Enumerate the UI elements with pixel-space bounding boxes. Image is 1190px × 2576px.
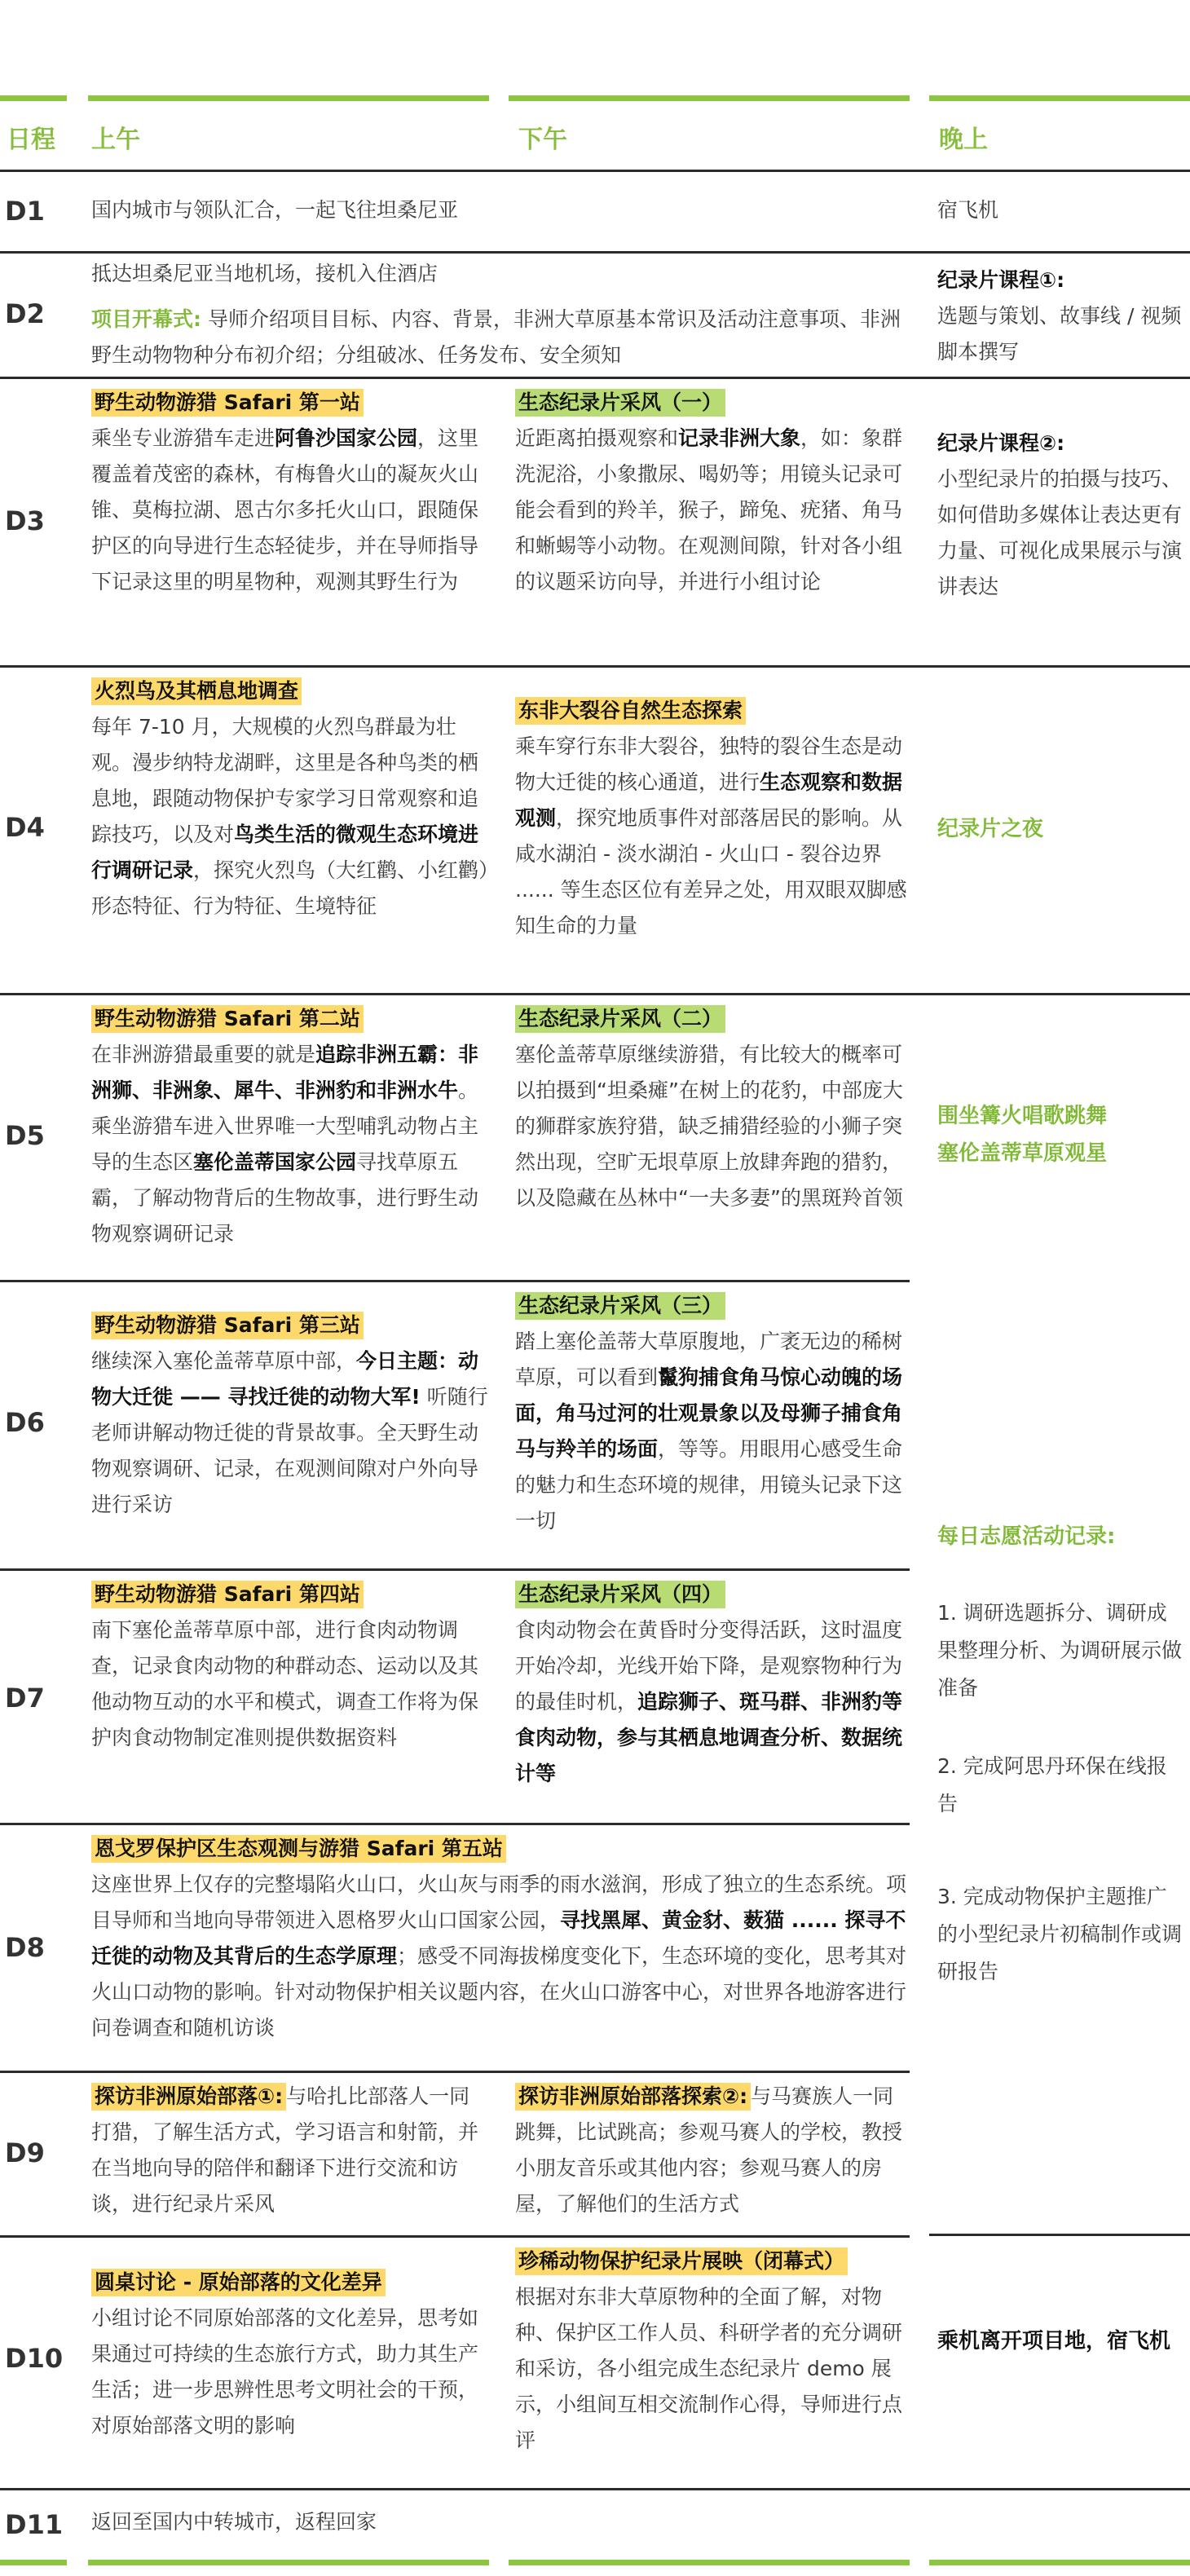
row-divider [0,665,1190,668]
d3-morning-text-b: ，这里覆盖着茂密的森林，有梅鲁火山的凝灰火山锥、莫梅拉湖、恩古尔多托火山口，跟随保护区的向导进行生态轻徒步，并在导师指导下记录这里的明星物种，观测其野生行为 [91,426,479,593]
d2-evening-title: 纪录片课程①: [937,268,1065,292]
d6-morning-title: 野生动物游猎 Safari 第三站 [91,1312,364,1339]
d6-morning-text-b: 听随行老师讲解动物迁徙的背景故事。全天野生动物观察调研、记录，在观测间隙对户外向导进行采访 [91,1385,488,1516]
row-divider [0,2235,910,2238]
d3-evening-text: 小型纪录片的拍摄与技巧、如何借助多媒体让表达更有力量、可视化成果展示与演讲表达 [937,467,1183,598]
d4-afternoon-text-a: 乘车穿行东非大裂谷，独特的裂谷生态是动物大迁徙的核心通道，进行 [515,734,903,794]
row-divider [0,993,1190,995]
d5-morning-text-c: 寻找草原五霸，了解动物背后的生物故事，进行野生动物观察调研记录 [91,1150,479,1246]
d5-evening-line2: 塞伦盖蒂草原观星 [937,1141,1108,1166]
d7-afternoon [515,1577,910,1792]
d4-morning-title: 火烈鸟及其栖息地调查 [91,677,302,705]
d3-morning-title: 野生动物游猎 Safari 第一站 [91,389,364,417]
footer-bar-afternoon [509,2560,910,2565]
day-label-d11: D11 [5,2509,64,2540]
d9-afternoon-title: 探访非洲原始部落探索②: [515,2083,751,2111]
d4-morning [91,673,489,924]
d3-afternoon-text-b: ，如：象群洗泥浴，小象撒尿、喝奶等；用镜头记录可能会看到的羚羊，猴子，蹄兔、疣猪、角马和蜥蜴等小动物。在观测间隙，针对各小组的议题采访向导，并进行小组讨论 [515,426,903,593]
header-day: 日程 [7,126,55,154]
d9-afternoon [515,2079,910,2222]
volunteer-item-1: 1. 调研选题拆分、调研成果整理分析、为调研展示做准备 [937,1601,1183,1700]
d7-afternoon-title: 生态纪录片采风（四） [515,1581,725,1608]
d7-afternoon-text-a: 食肉动物会在黄昏时分变得活跃，这时温度开始冷却，光线开始下降，是观察物种行为的最佳时机， [515,1618,903,1714]
volunteer-title: 每日志愿活动记录: [937,1524,1116,1549]
d9-morning [91,2079,489,2222]
row-divider [0,2488,1190,2490]
d7-morning-title: 野生动物游猎 Safari 第四站 [91,1581,364,1608]
d4-evening: 纪录片之夜 [937,817,1044,841]
d4-morning-text-b: ，探究火烈鸟（大红鹳、小红鹳）形态特征、行为特征、生境特征 [91,858,489,918]
d10-morning [91,2265,489,2444]
footer-bar-evening [929,2560,1190,2565]
d3-morning [91,385,489,600]
d10-afternoon [515,2243,910,2459]
footer-bar-day [0,2560,67,2565]
d5-morning-text-a: 在非洲游猎最重要的就是 [91,1043,316,1066]
d4-afternoon-text-b: ，探究地质事件对部落居民的影响。从咸水湖泊 - 淡水湖泊 - 火山口 - 裂谷边界 ...... 等生态区位有差异之处，用双眼双脚感知生命的力量 [515,806,907,937]
d2-kickoff [91,302,906,373]
d1-evening: 宿飞机 [937,198,999,222]
day-label-d10: D10 [5,2343,64,2374]
d7-morning-text: 南下塞伦盖蒂草原中部，进行食肉动物调查，记录食肉动物的种群动态、运动以及其他动物互动的水平和模式，调查工作将为保护肉食动物制定准则提供数据资料 [91,1618,479,1749]
header-bar-afternoon [509,95,910,101]
row-divider [0,1823,910,1825]
d8-title: 恩戈罗保护区生态观测与游猎 Safari 第五站 [91,1835,506,1863]
day-label-d9: D9 [5,2137,45,2168]
d3-afternoon-title: 生态纪录片采风（一） [515,389,725,417]
d10-afternoon-title: 珍稀动物保护纪录片展映（闭幕式） [515,2247,848,2275]
volunteer-item-2: 2. 完成阿思丹环保在线报告 [937,1754,1167,1815]
d2-kickoff-text: 导师介绍项目目标、内容、背景，非洲大草原基本常识及活动注意事项、非洲野生动物物种分布初介绍；分组破冰、任务发布、安全须知 [91,307,901,367]
d2-kickoff-label: 项目开幕式: [91,307,201,331]
d5-afternoon [515,1001,910,1216]
header-bar-day [0,95,67,101]
d3-morning-text-a: 乘坐专业游猎车走进 [91,426,275,450]
d10-evening: 乘机离开项目地，宿飞机 [937,2329,1171,2353]
d3-morning-bold: 阿鲁沙国家公园 [275,426,418,450]
d3-afternoon-text-a: 近距离拍摄观察和 [515,426,679,450]
day-label-d5: D5 [5,1120,45,1151]
row-divider [0,2071,910,2073]
header-afternoon: 下午 [518,126,567,154]
d3-evening-title: 纪录片课程②: [937,431,1065,455]
d2-arrival: 抵达坦桑尼亚当地机场，接机入住酒店 [91,262,439,285]
d9-afternoon-text: 与马赛族人一同跳舞，比试跳高；参观马赛人的学校，教授小朋友音乐或其他内容；参观马赛人的房屋，了解他们的生活方式 [515,2084,903,2216]
d8-text-b: ；感受不同海拔梯度变化下，生态环境的变化，思考其对火山口动物的影响。针对动物保护相关议题内容，在火山口游客中心，对世界各地游客进行问卷调查和随机访谈 [91,1944,907,2040]
row-divider [929,2234,1190,2236]
d4-afternoon-bold: 生态观察和数据观测 [515,770,903,830]
d2-evening [937,262,1182,370]
d6-afternoon [515,1288,910,1539]
d5-afternoon-title: 生态纪录片采风（二） [515,1005,725,1033]
volunteer-item-3: 3. 完成动物保护主题推广的小型纪录片初稿制作或调研报告 [937,1885,1183,1983]
d2-evening-text: 选题与策划、故事线 / 视频脚本撰写 [937,304,1182,364]
row-divider [0,377,1190,379]
d5-afternoon-text: 塞伦盖蒂草原继续游猎，有比较大的概率可以拍摄到“坦桑瘫”在树上的花豹，中部庞大的狮群家族狩猎，缺乏捕猎经验的小狮子突然出现，空旷无垠草原上放肆奔跑的猎豹，以及隐藏在丛林中“一夫多妻”的黑斑羚首领 [515,1043,903,1210]
day-label-d1: D1 [5,196,45,227]
d6-afternoon-text-a: 踏上塞伦盖蒂大草原腹地，广袤无边的稀树草原，可以看到 [515,1330,903,1389]
header-evening: 晚上 [939,126,988,154]
d4-afternoon [515,693,910,944]
d5-morning-bold-a: 追踪非洲五霸：非洲狮、非洲象、犀牛、非洲豹和非洲水牛 [91,1043,479,1102]
row-divider [0,1568,910,1571]
d4-morning-bold: 鸟类生活的微观生态环境进行调研记录 [91,823,479,882]
day-label-d8: D8 [5,1932,45,1963]
d5-morning-title: 野生动物游猎 Safari 第二站 [91,1005,364,1033]
d8-text-a: 这座世界上仅存的完整塌陷火山口，火山灰与雨季的雨水滋润，形成了独立的生态系统。项目导师和当地向导带领进入恩格罗火山口国家公园， [91,1872,907,1932]
d5-morning [91,1001,489,1252]
d7-afternoon-bold: 追踪狮子、斑马群、非洲豹等食肉动物，参与其栖息地调查分析、数据统计等 [515,1690,903,1785]
d10-afternoon-text: 根据对东非大草原物种的全面了解，对物种、保护区工作人员、科研学者的充分调研和采访，各小组完成生态纪录片 demo 展示，小组间互相交流制作心得，导师进行点评 [515,2285,903,2452]
day-label-d4: D4 [5,812,45,843]
d8-content [91,1831,910,2046]
row-divider [0,251,1190,254]
d9-morning-text: 与哈扎比部落人一同打猎，了解生活方式，学习语言和射箭，并在当地向导的陪伴和翻译下进行交流和访谈，进行纪录片采风 [91,2084,479,2216]
header-bar-evening [929,95,1190,101]
day-label-d6: D6 [5,1407,45,1438]
d5-morning-bold-b: 塞伦盖蒂国家公园 [193,1150,357,1174]
d7-morning [91,1577,489,1756]
d11-text: 返回至国内中转城市，返程回家 [91,2510,377,2534]
d10-morning-text: 小组讨论不同原始部落的文化差异，思考如果通过可持续的生态旅行方式，助力其生产生活；进一步思辨性思考文明社会的干预，对原始部落文明的影响 [91,2306,479,2437]
d5-evening [937,1097,1107,1172]
d5-evening-line1: 围坐篝火唱歌跳舞 [937,1104,1108,1128]
d9-morning-title: 探访非洲原始部落①: [91,2083,286,2111]
d8-bold: 寻找黑犀、黄金豺、薮猫 ...... 探寻不迁徙的动物及其背后的生态学原理 [91,1908,906,1968]
d1-morning: 国内城市与领队汇合，一起飞往坦桑尼亚 [91,198,459,222]
d10-morning-title: 圆桌讨论 - 原始部落的文化差异 [91,2269,386,2296]
footer-bar-morning [88,2560,489,2565]
d3-evening [937,426,1182,605]
d6-afternoon-title: 生态纪录片采风（三） [515,1292,725,1320]
header-morning: 上午 [91,126,140,154]
header-bar-morning [88,95,489,101]
d6-morning-text-a: 继续深入塞伦盖蒂草原中部， [91,1349,357,1373]
d4-morning-text-a: 每年 7-10 月，大规模的火烈鸟群最为壮观。漫步纳特龙湖畔，这里是各种鸟类的栖息地，跟随动物保护专家学习日常观察和追踪技巧，以及对 [91,715,479,846]
day-label-d3: D3 [5,505,45,536]
row-divider [0,1280,910,1282]
d5-morning-text-b: 。乘坐游猎车进入世界唯一大型哺乳动物占主导的生态区 [91,1078,479,1174]
d6-afternoon-text-b: ，等等。用眼用心感受生命的魅力和生态环境的规律，用镜头记录下这一切 [515,1437,903,1533]
d3-afternoon [515,385,910,600]
row-divider [0,170,1190,172]
d6-morning [91,1308,489,1523]
day-label-d7: D7 [5,1683,45,1714]
d3-afternoon-bold: 记录非洲大象 [678,426,801,450]
day-label-d2: D2 [5,298,45,329]
d4-afternoon-title: 东非大裂谷自然生态探索 [515,697,746,725]
d6-morning-bold: 今日主题：动物大迁徙 —— 寻找迁徙的动物大军! [91,1349,479,1409]
d6-afternoon-bold: 鬣狗捕食角马惊心动魄的场面，角马过河的壮观景象以及母狮子捕食角马与羚羊的场面 [515,1365,903,1461]
